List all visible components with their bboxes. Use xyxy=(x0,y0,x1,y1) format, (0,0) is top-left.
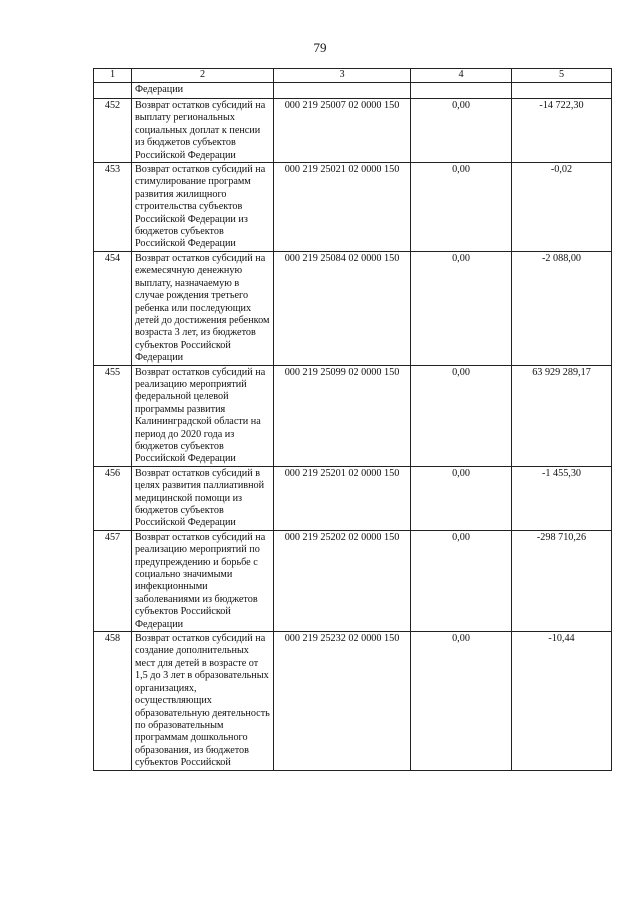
column-5-cell: -1 455,30 xyxy=(512,466,612,530)
row-number-cell: 453 xyxy=(94,163,132,252)
column-header-5: 5 xyxy=(512,69,612,83)
row-number-cell: 458 xyxy=(94,632,132,770)
column-header-2: 2 xyxy=(132,69,274,83)
column-4-cell: 0,00 xyxy=(411,365,512,466)
row-number-cell xyxy=(94,83,132,99)
table-row-continuation xyxy=(94,83,612,99)
code-cell: 000 219 25202 02 0000 150 xyxy=(274,530,411,631)
table-row xyxy=(94,251,612,365)
row-number-cell: 454 xyxy=(94,251,132,365)
column-4-cell: 0,00 xyxy=(411,251,512,365)
description-cell: Возврат остатков субсидий на реализацию мероприятий по предупреждению и борьбе с социально значимыми инфекционными заболеваниями из бюджетов субъектов Российской Федерации xyxy=(132,530,274,631)
code-cell: 000 219 25084 02 0000 150 xyxy=(274,251,411,365)
table-header-row xyxy=(94,69,612,83)
column-5-cell: 63 929 289,17 xyxy=(512,365,612,466)
column-4-cell: 0,00 xyxy=(411,632,512,770)
description-cell: Возврат остатков субсидий на создание дополнительных мест для детей в возрасте от 1,5 до 3 лет в образовательных организациях, осуществляющих образовательную деятельность по образовательным программам дошкольного образования, из бюджетов субъектов Российской xyxy=(132,632,274,770)
row-number-cell: 452 xyxy=(94,99,132,163)
code-cell: 000 219 25201 02 0000 150 xyxy=(274,466,411,530)
table-row xyxy=(94,99,612,163)
column-5-cell: -10,44 xyxy=(512,632,612,770)
column-5-cell: -2 088,00 xyxy=(512,251,612,365)
column-4-cell: 0,00 xyxy=(411,530,512,631)
description-cell: Возврат остатков субсидий на выплату региональных социальных доплат к пенсии из бюджетов субъектов Российской Федерации xyxy=(132,99,274,163)
table-row xyxy=(94,365,612,466)
row-number-cell: 455 xyxy=(94,365,132,466)
table-row xyxy=(94,163,612,252)
budget-table xyxy=(93,68,612,771)
column-header-4: 4 xyxy=(411,69,512,83)
table-row xyxy=(94,530,612,631)
column-5-cell: -0,02 xyxy=(512,163,612,252)
column-4-cell: 0,00 xyxy=(411,163,512,252)
table-row xyxy=(94,632,612,770)
code-cell: 000 219 25007 02 0000 150 xyxy=(274,99,411,163)
row-number-cell: 457 xyxy=(94,530,132,631)
column-5-cell: -298 710,26 xyxy=(512,530,612,631)
column-4-cell: 0,00 xyxy=(411,466,512,530)
column-4-cell: 0,00 xyxy=(411,99,512,163)
code-cell: 000 219 25021 02 0000 150 xyxy=(274,163,411,252)
description-cell: Возврат остатков субсидий на стимулирование программ развития жилищного строительства субъектов Российской Федерации из бюджетов субъектов Российской Федерации xyxy=(132,163,274,252)
description-cell: Федерации xyxy=(132,83,274,99)
row-number-cell: 456 xyxy=(94,466,132,530)
code-cell: 000 219 25232 02 0000 150 xyxy=(274,632,411,770)
column-4-cell xyxy=(411,83,512,99)
column-5-cell: -14 722,30 xyxy=(512,99,612,163)
page-number: 79 xyxy=(313,40,327,55)
code-cell xyxy=(274,83,411,99)
column-header-1: 1 xyxy=(94,69,132,83)
table-row xyxy=(94,466,612,530)
description-cell: Возврат остатков субсидий в целях развития паллиативной медицинской помощи из бюджетов субъектов Российской Федерации xyxy=(132,466,274,530)
column-header-3: 3 xyxy=(274,69,411,83)
column-5-cell xyxy=(512,83,612,99)
description-cell: Возврат остатков субсидий на ежемесячную денежную выплату, назначаемую в случае рождения третьего ребенка или последующих детей до достижения ребенком возраста 3 лет, из бюджетов субъектов Российской Федерации xyxy=(132,251,274,365)
code-cell: 000 219 25099 02 0000 150 xyxy=(274,365,411,466)
description-cell: Возврат остатков субсидий на реализацию мероприятий федеральной целевой программы развития Калининградской области на период до 2020 года из бюджетов субъектов Российской Федерации xyxy=(132,365,274,466)
